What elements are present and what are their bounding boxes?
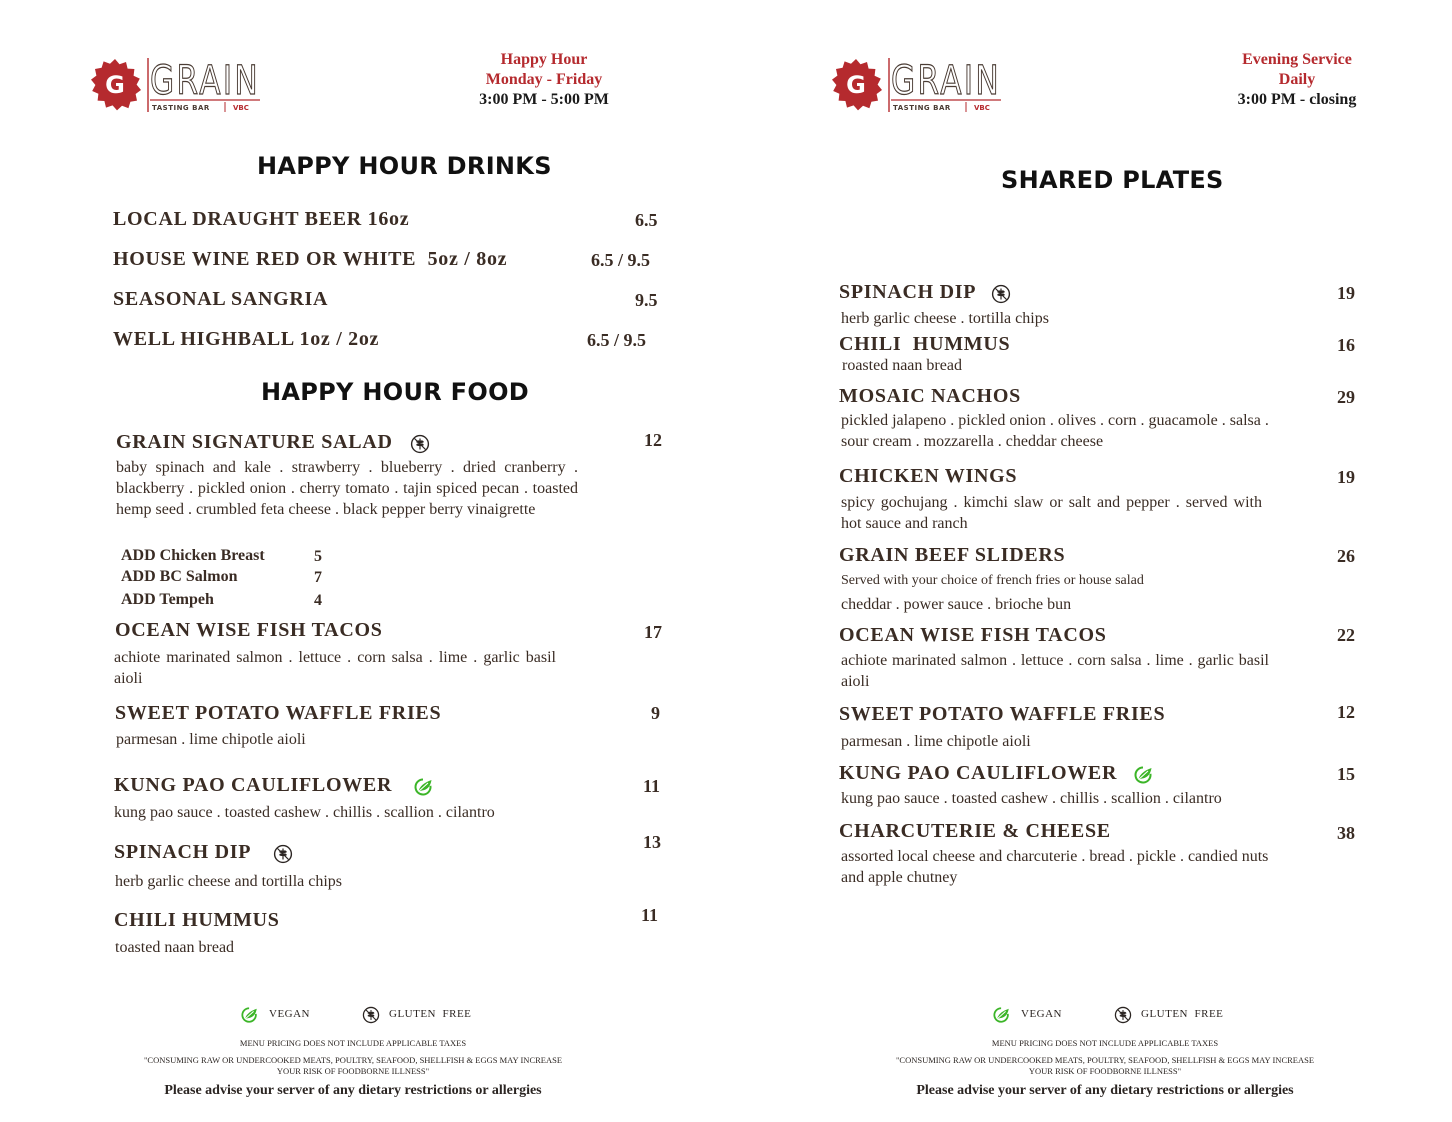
logo-wordmark: GRAIN [150, 58, 260, 104]
vegan-icon [1133, 765, 1155, 785]
menu-item-description: baby spinach and kale . strawberry . blueberry . dried cranberry . blackberry . pickled onion . cherry tomato . tajin spiced pecan . toasted hemp seed . crumbled feta cheese . black pepper berry vinaigrette [116, 459, 578, 518]
grain-logo [88, 54, 264, 116]
allergy-advisory: Please advise your server of any dietary restrictions or allergies [164, 1083, 542, 1098]
logo-tagline-left: TASTING BAR [152, 104, 210, 112]
menu-item-name: SPINACH DIP [114, 841, 252, 863]
menu-item-name: CHILI HUMMUS [839, 333, 1011, 355]
menu-item-description: herb garlic cheese and tortilla chips [115, 873, 343, 890]
drink-price: 9.5 [635, 290, 658, 310]
menu-item-name: SWEET POTATO WAFFLE FRIES [115, 702, 442, 724]
menu-item-price: 19 [1337, 467, 1355, 487]
menu-item-description: cheddar . power sauce . brioche bun [841, 596, 1072, 613]
logo-badge-letter: G [105, 71, 125, 99]
drinks-section-title: HAPPY HOUR DRINKS [257, 152, 552, 180]
vegan-icon [240, 1006, 260, 1024]
menu-item-name: SWEET POTATO WAFFLE FRIES [839, 703, 1166, 725]
menu-item-description: parmesan . lime chipotle aioli [841, 733, 1031, 750]
menu-item-name: CHICKEN WINGS [839, 465, 1018, 487]
menu-item-description: assorted local cheese and charcuterie . bread . pickle . candied nuts and apple chutney [841, 848, 1269, 886]
menu-item-price: 38 [1337, 823, 1355, 843]
menu-item-name: CHARCUTERIE & CHEESE [839, 820, 1111, 842]
menu-item-price: 29 [1337, 387, 1355, 407]
logo-tagline-right: VBC [974, 104, 990, 112]
gluten-free-icon [410, 434, 430, 454]
menu-item-price: 15 [1337, 764, 1355, 784]
gluten-free-icon [362, 1006, 380, 1024]
addon-label: ADD BC Salmon [121, 568, 238, 585]
menu-item-description: roasted naan bread [842, 357, 962, 374]
allergy-advisory: Please advise your server of any dietary restrictions or allergies [916, 1083, 1294, 1098]
menu-item-price: 16 [1337, 335, 1355, 355]
menu-item-name: KUNG PAO CAULIFLOWER [839, 762, 1118, 784]
menu-item-description: toasted naan bread [115, 939, 235, 956]
menu-item-name: GRAIN BEEF SLIDERS [839, 544, 1066, 566]
drink-price: 6.5 / 9.5 [587, 330, 647, 350]
gluten-free-icon [1114, 1006, 1132, 1024]
menu-item-price: 26 [1337, 546, 1355, 566]
menu-item-description: achiote marinated salmon . lettuce . corn salsa . lime . garlic basil aioli [114, 649, 556, 687]
menu-item-name: CHILI HUMMUS [114, 909, 280, 931]
menu-item-description: kung pao sauce . toasted cashew . chillis . scallion . cilantro [114, 804, 495, 821]
gluten-free-legend-label: GLUTEN FREE [389, 1008, 472, 1020]
addon-price: 5 [314, 548, 322, 565]
menu-item-price: 19 [1337, 283, 1355, 303]
menu-item-description: spicy gochujang . kimchi slaw or salt and pepper . served with hot sauce and ranch [841, 494, 1262, 532]
raw-food-warning-line-1: "CONSUMING RAW OR UNDERCOOKED MEATS, POULTRY, SEAFOOD, SHELLFISH & EGGS MAY INCREASE [143, 1055, 563, 1065]
menu-item-price: 22 [1337, 625, 1355, 645]
raw-food-warning-line-1: "CONSUMING RAW OR UNDERCOOKED MEATS, POULTRY, SEAFOOD, SHELLFISH & EGGS MAY INCREASE [895, 1055, 1315, 1065]
header-line-1: Happy Hour [500, 51, 588, 68]
evening-service-header [1197, 50, 1397, 110]
drink-name: LOCAL DRAUGHT BEER 16oz [113, 208, 410, 230]
food-section-title: HAPPY HOUR FOOD [261, 378, 530, 406]
menu-item-price: 11 [643, 776, 661, 796]
menu-item-name: SPINACH DIP [839, 281, 977, 303]
menu-item-name: GRAIN SIGNATURE SALAD [116, 431, 393, 453]
drink-name: HOUSE WINE RED OR WHITE 5oz / 8oz [113, 248, 508, 270]
menu-item-price: 17 [644, 622, 662, 642]
addon-label: ADD Chicken Breast [121, 547, 265, 564]
menu-item-price: 11 [641, 905, 659, 925]
menu-item-price: 9 [651, 703, 660, 723]
menu-item-price: 12 [1337, 702, 1355, 722]
header-line-3: 3:00 PM - closing [1237, 91, 1357, 108]
header-line-1: Evening Service [1242, 51, 1352, 68]
addon-label: ADD Tempeh [121, 591, 214, 608]
vegan-legend-label: VEGAN [269, 1008, 310, 1020]
menu-item-name: OCEAN WISE FISH TACOS [839, 624, 1107, 646]
gluten-free-legend-label: GLUTEN FREE [1141, 1008, 1224, 1020]
menu-item-price: 12 [644, 430, 662, 450]
drink-name: SEASONAL SANGRIA [113, 288, 329, 310]
logo-badge-letter: G [846, 71, 866, 99]
menu-item-description: kung pao sauce . toasted cashew . chillis . scallion . cilantro [841, 790, 1222, 807]
menu-item-description: achiote marinated salmon . lettuce . corn salsa . lime . garlic basil aioli [841, 652, 1269, 690]
menu-item-subdescription: Served with your choice of french fries or house salad [841, 573, 1144, 588]
drink-price: 6.5 [635, 210, 658, 230]
addon-price: 4 [314, 592, 322, 609]
raw-food-warning-line-2: YOUR RISK OF FOODBORNE ILLNESS" [1028, 1066, 1182, 1076]
menu-item-name: KUNG PAO CAULIFLOWER [114, 774, 393, 796]
logo-tagline-right: VBC [233, 104, 249, 112]
menu-item-name: OCEAN WISE FISH TACOS [115, 619, 383, 641]
gluten-free-icon [991, 284, 1011, 304]
happy-hour-header [444, 50, 644, 110]
addon-price: 7 [314, 569, 322, 586]
raw-food-warning-line-2: YOUR RISK OF FOODBORNE ILLNESS" [276, 1066, 430, 1076]
header-line-2: Monday - Friday [485, 71, 603, 88]
logo-wordmark: GRAIN [891, 58, 1001, 104]
menu-item-description: pickled jalapeno . pickled onion . olives . corn . guacamole . salsa . sour cream . mozzarella . cheddar cheese [841, 412, 1269, 450]
header-line-3: 3:00 PM - 5:00 PM [479, 91, 609, 108]
vegan-legend-label: VEGAN [1021, 1008, 1062, 1020]
vegan-icon [413, 777, 435, 797]
menu-item-price: 13 [643, 832, 661, 852]
taxes-note: MENU PRICING DOES NOT INCLUDE APPLICABLE TAXES [239, 1038, 467, 1048]
logo-tagline-left: TASTING BAR [893, 104, 951, 112]
gluten-free-icon [273, 844, 293, 864]
drink-price: 6.5 / 9.5 [591, 250, 651, 270]
taxes-note: MENU PRICING DOES NOT INCLUDE APPLICABLE TAXES [991, 1038, 1219, 1048]
drink-name: WELL HIGHBALL 1oz / 2oz [113, 328, 380, 350]
vegan-icon [992, 1006, 1012, 1024]
grain-logo [829, 54, 1005, 116]
header-line-2: Daily [1278, 71, 1316, 88]
menu-item-description: herb garlic cheese . tortilla chips [841, 310, 1049, 327]
shared-plates-title: SHARED PLATES [1001, 166, 1224, 194]
menu-item-description: parmesan . lime chipotle aioli [116, 731, 306, 748]
menu-item-name: MOSAIC NACHOS [839, 385, 1021, 407]
